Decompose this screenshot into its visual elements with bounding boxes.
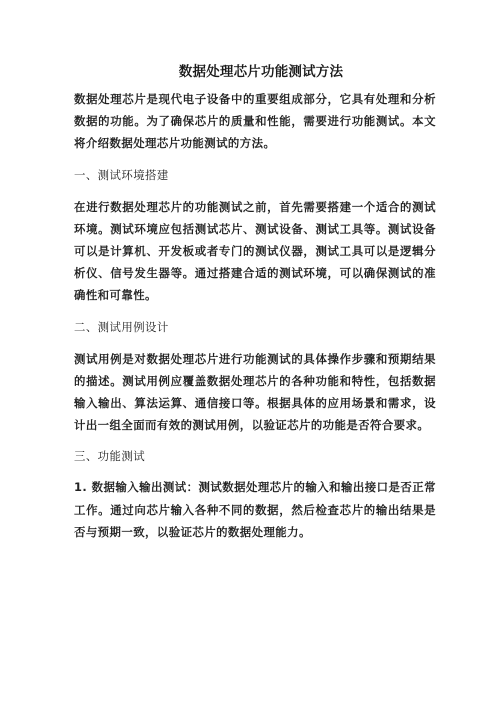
section-heading-test-cases: 二、测试用例设计 bbox=[74, 319, 169, 334]
document-title: 数据处理芯片功能测试方法 bbox=[178, 64, 344, 80]
section-body-test-cases: 测试用例是对数据处理芯片进行功能测试的具体操作步骤和预期结果的描述。测试用例应覆盖数据处理芯片的各种功能和特性，包括数据输入输出、算法运算、通信接口等。根据具体的应用场景和需求，设计出一组全面而有效的测试用例，以验证芯片的功能是否符合要求。 bbox=[74, 351, 436, 433]
section-heading-function-test: 三、功能测试 bbox=[74, 449, 146, 464]
section-body-function-test: 1. 数据输入输出测试：测试数据处理芯片的输入和输出接口是否正常工作。通过向芯片输入各种不同的数据，然后检查芯片的输出结果是否与预期一致，以验证芯片的数据处理能力。 bbox=[74, 480, 436, 539]
section-body-environment: 在进行数据处理芯片的功能测试之前，首先需要搭建一个适合的测试环境。测试环境应包括测试芯片、测试设备、测试工具等。测试设备可以是计算机、开发板或者专门的测试仪器，测试工具可以是逻辑分析仪、信号发生器等。通过搭建合适的测试环境，可以确保测试的准确性和可靠性。 bbox=[74, 199, 436, 303]
intro-paragraph: 数据处理芯片是现代电子设备中的重要组成部分，它具有处理和分析数据的功能。为了确保芯片的质量和性能，需要进行功能测试。本文将介绍数据处理芯片功能测试的方法。 bbox=[74, 92, 436, 151]
section-heading-environment: 一、测试环境搭建 bbox=[74, 167, 169, 182]
